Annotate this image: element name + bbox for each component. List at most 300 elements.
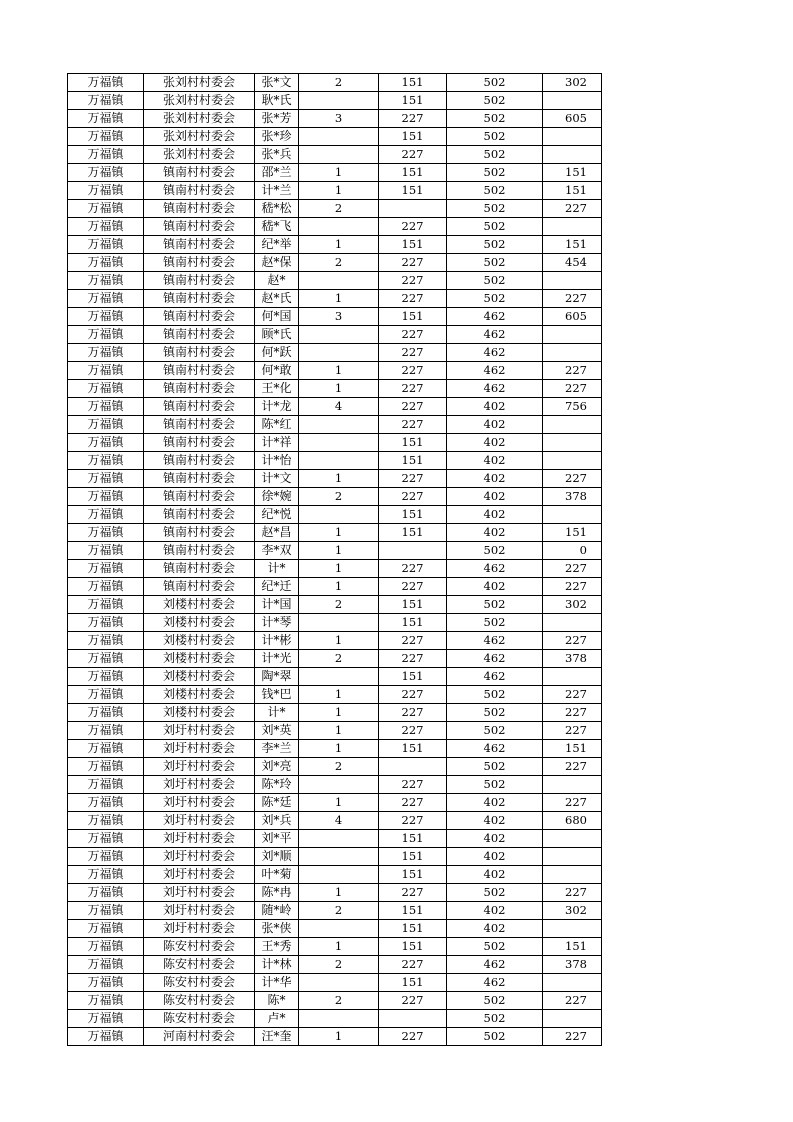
value-a-cell: 151 bbox=[379, 596, 447, 614]
village-cell: 镇南村村委会 bbox=[144, 182, 255, 200]
value-b-cell: 462 bbox=[447, 560, 543, 578]
value-b-cell: 402 bbox=[447, 452, 543, 470]
value-a-cell: 151 bbox=[379, 614, 447, 632]
value-a-cell: 227 bbox=[379, 254, 447, 272]
table-row bbox=[68, 506, 602, 524]
village-cell: 镇南村村委会 bbox=[144, 416, 255, 434]
town-cell: 万福镇 bbox=[68, 884, 144, 902]
household-count-cell: 1 bbox=[299, 182, 379, 200]
value-b-cell: 462 bbox=[447, 326, 543, 344]
household-count-cell: 2 bbox=[299, 650, 379, 668]
village-cell: 镇南村村委会 bbox=[144, 272, 255, 290]
value-a-cell: 227 bbox=[379, 416, 447, 434]
value-a-cell: 151 bbox=[379, 164, 447, 182]
town-cell: 万福镇 bbox=[68, 740, 144, 758]
value-a-cell: 151 bbox=[379, 974, 447, 992]
total-cell: 227 bbox=[543, 362, 602, 380]
total-cell bbox=[543, 452, 602, 470]
value-b-cell: 502 bbox=[447, 758, 543, 776]
household-count-cell bbox=[299, 128, 379, 146]
household-count-cell bbox=[299, 614, 379, 632]
value-a-cell: 151 bbox=[379, 128, 447, 146]
village-cell: 刘楼村村委会 bbox=[144, 704, 255, 722]
value-a-cell: 227 bbox=[379, 488, 447, 506]
table-row bbox=[68, 866, 602, 884]
value-a-cell: 227 bbox=[379, 272, 447, 290]
table-row bbox=[68, 974, 602, 992]
value-b-cell: 502 bbox=[447, 164, 543, 182]
name-cell: 徐*婉 bbox=[255, 488, 299, 506]
total-cell bbox=[543, 974, 602, 992]
village-cell: 刘圩村村委会 bbox=[144, 776, 255, 794]
household-count-cell: 1 bbox=[299, 524, 379, 542]
name-cell: 李*双 bbox=[255, 542, 299, 560]
village-cell: 镇南村村委会 bbox=[144, 542, 255, 560]
total-cell: 227 bbox=[543, 1028, 602, 1046]
total-cell: 227 bbox=[543, 992, 602, 1010]
value-a-cell: 227 bbox=[379, 1028, 447, 1046]
table-row bbox=[68, 596, 602, 614]
household-count-cell: 1 bbox=[299, 164, 379, 182]
town-cell: 万福镇 bbox=[68, 686, 144, 704]
value-a-cell: 151 bbox=[379, 902, 447, 920]
town-cell: 万福镇 bbox=[68, 110, 144, 128]
table-row bbox=[68, 1010, 602, 1028]
village-cell: 镇南村村委会 bbox=[144, 254, 255, 272]
value-b-cell: 402 bbox=[447, 434, 543, 452]
total-cell bbox=[543, 614, 602, 632]
village-cell: 刘圩村村委会 bbox=[144, 884, 255, 902]
table-row bbox=[68, 128, 602, 146]
household-count-cell: 4 bbox=[299, 398, 379, 416]
town-cell: 万福镇 bbox=[68, 272, 144, 290]
total-cell: 680 bbox=[543, 812, 602, 830]
value-b-cell: 402 bbox=[447, 488, 543, 506]
value-b-cell: 502 bbox=[447, 92, 543, 110]
total-cell bbox=[543, 344, 602, 362]
household-count-cell: 1 bbox=[299, 362, 379, 380]
table-row bbox=[68, 74, 602, 92]
town-cell: 万福镇 bbox=[68, 344, 144, 362]
name-cell: 赵*氏 bbox=[255, 290, 299, 308]
value-b-cell: 462 bbox=[447, 974, 543, 992]
town-cell: 万福镇 bbox=[68, 758, 144, 776]
household-count-cell bbox=[299, 146, 379, 164]
village-cell: 刘楼村村委会 bbox=[144, 650, 255, 668]
household-count-cell: 2 bbox=[299, 902, 379, 920]
town-cell: 万福镇 bbox=[68, 416, 144, 434]
table-row bbox=[68, 200, 602, 218]
value-b-cell: 502 bbox=[447, 272, 543, 290]
name-cell: 邵*兰 bbox=[255, 164, 299, 182]
table-row bbox=[68, 776, 602, 794]
table-row bbox=[68, 614, 602, 632]
total-cell bbox=[543, 92, 602, 110]
value-b-cell: 502 bbox=[447, 254, 543, 272]
name-cell: 刘*兵 bbox=[255, 812, 299, 830]
town-cell: 万福镇 bbox=[68, 200, 144, 218]
village-cell: 刘楼村村委会 bbox=[144, 668, 255, 686]
total-cell: 302 bbox=[543, 596, 602, 614]
household-count-cell: 1 bbox=[299, 236, 379, 254]
value-b-cell: 402 bbox=[447, 506, 543, 524]
household-count-cell: 4 bbox=[299, 812, 379, 830]
household-count-cell: 1 bbox=[299, 686, 379, 704]
value-b-cell: 462 bbox=[447, 740, 543, 758]
household-count-cell bbox=[299, 92, 379, 110]
town-cell: 万福镇 bbox=[68, 218, 144, 236]
name-cell: 张*兵 bbox=[255, 146, 299, 164]
table-row bbox=[68, 938, 602, 956]
table-row bbox=[68, 218, 602, 236]
town-cell: 万福镇 bbox=[68, 146, 144, 164]
value-b-cell: 462 bbox=[447, 650, 543, 668]
village-cell: 镇南村村委会 bbox=[144, 290, 255, 308]
total-cell: 378 bbox=[543, 488, 602, 506]
town-cell: 万福镇 bbox=[68, 488, 144, 506]
value-a-cell: 151 bbox=[379, 830, 447, 848]
value-b-cell: 402 bbox=[447, 524, 543, 542]
total-cell bbox=[543, 506, 602, 524]
value-b-cell: 462 bbox=[447, 956, 543, 974]
name-cell: 何*跃 bbox=[255, 344, 299, 362]
name-cell: 陈*红 bbox=[255, 416, 299, 434]
name-cell: 赵* bbox=[255, 272, 299, 290]
town-cell: 万福镇 bbox=[68, 74, 144, 92]
total-cell bbox=[543, 848, 602, 866]
value-a-cell: 227 bbox=[379, 362, 447, 380]
value-a-cell: 227 bbox=[379, 578, 447, 596]
value-b-cell: 502 bbox=[447, 722, 543, 740]
table-row bbox=[68, 236, 602, 254]
village-cell: 刘圩村村委会 bbox=[144, 830, 255, 848]
value-b-cell: 502 bbox=[447, 776, 543, 794]
village-cell: 刘圩村村委会 bbox=[144, 866, 255, 884]
household-count-cell: 2 bbox=[299, 74, 379, 92]
table-row bbox=[68, 164, 602, 182]
village-cell: 镇南村村委会 bbox=[144, 200, 255, 218]
value-b-cell: 402 bbox=[447, 812, 543, 830]
total-cell: 378 bbox=[543, 956, 602, 974]
name-cell: 计*文 bbox=[255, 470, 299, 488]
value-a-cell: 151 bbox=[379, 866, 447, 884]
household-count-cell: 1 bbox=[299, 794, 379, 812]
name-cell: 王*秀 bbox=[255, 938, 299, 956]
name-cell: 卢* bbox=[255, 1010, 299, 1028]
value-a-cell: 151 bbox=[379, 74, 447, 92]
village-cell: 镇南村村委会 bbox=[144, 578, 255, 596]
value-a-cell bbox=[379, 542, 447, 560]
total-cell bbox=[543, 416, 602, 434]
value-b-cell: 462 bbox=[447, 668, 543, 686]
town-cell: 万福镇 bbox=[68, 524, 144, 542]
value-a-cell: 227 bbox=[379, 110, 447, 128]
household-count-cell: 1 bbox=[299, 938, 379, 956]
value-a-cell: 227 bbox=[379, 470, 447, 488]
name-cell: 计*龙 bbox=[255, 398, 299, 416]
value-a-cell: 227 bbox=[379, 776, 447, 794]
name-cell: 刘*英 bbox=[255, 722, 299, 740]
value-b-cell: 402 bbox=[447, 470, 543, 488]
name-cell: 刘*亮 bbox=[255, 758, 299, 776]
table-row bbox=[68, 704, 602, 722]
value-b-cell: 402 bbox=[447, 920, 543, 938]
town-cell: 万福镇 bbox=[68, 128, 144, 146]
value-a-cell: 151 bbox=[379, 434, 447, 452]
value-a-cell: 227 bbox=[379, 992, 447, 1010]
value-b-cell: 502 bbox=[447, 1028, 543, 1046]
table-row bbox=[68, 1028, 602, 1046]
town-cell: 万福镇 bbox=[68, 434, 144, 452]
value-b-cell: 402 bbox=[447, 848, 543, 866]
value-a-cell: 151 bbox=[379, 506, 447, 524]
value-b-cell: 502 bbox=[447, 884, 543, 902]
town-cell: 万福镇 bbox=[68, 650, 144, 668]
table-row bbox=[68, 434, 602, 452]
name-cell: 李*兰 bbox=[255, 740, 299, 758]
total-cell bbox=[543, 866, 602, 884]
value-a-cell: 151 bbox=[379, 740, 447, 758]
total-cell: 227 bbox=[543, 884, 602, 902]
town-cell: 万福镇 bbox=[68, 398, 144, 416]
village-cell: 镇南村村委会 bbox=[144, 164, 255, 182]
total-cell: 151 bbox=[543, 164, 602, 182]
total-cell: 302 bbox=[543, 74, 602, 92]
value-b-cell: 502 bbox=[447, 614, 543, 632]
village-cell: 镇南村村委会 bbox=[144, 236, 255, 254]
village-cell: 镇南村村委会 bbox=[144, 506, 255, 524]
name-cell: 赵*昌 bbox=[255, 524, 299, 542]
household-count-cell: 1 bbox=[299, 740, 379, 758]
village-cell: 刘圩村村委会 bbox=[144, 758, 255, 776]
household-count-cell: 1 bbox=[299, 578, 379, 596]
name-cell: 陈*冉 bbox=[255, 884, 299, 902]
value-a-cell: 227 bbox=[379, 380, 447, 398]
town-cell: 万福镇 bbox=[68, 596, 144, 614]
value-a-cell: 227 bbox=[379, 884, 447, 902]
household-count-cell: 1 bbox=[299, 560, 379, 578]
value-b-cell: 502 bbox=[447, 992, 543, 1010]
village-cell: 镇南村村委会 bbox=[144, 560, 255, 578]
town-cell: 万福镇 bbox=[68, 578, 144, 596]
town-cell: 万福镇 bbox=[68, 560, 144, 578]
town-cell: 万福镇 bbox=[68, 776, 144, 794]
village-cell: 镇南村村委会 bbox=[144, 524, 255, 542]
total-cell: 227 bbox=[543, 722, 602, 740]
value-b-cell: 502 bbox=[447, 938, 543, 956]
household-count-cell: 2 bbox=[299, 956, 379, 974]
value-a-cell: 227 bbox=[379, 722, 447, 740]
village-cell: 张刘村村委会 bbox=[144, 128, 255, 146]
table-row bbox=[68, 812, 602, 830]
village-cell: 刘圩村村委会 bbox=[144, 902, 255, 920]
table-row bbox=[68, 542, 602, 560]
town-cell: 万福镇 bbox=[68, 848, 144, 866]
name-cell: 钱*巴 bbox=[255, 686, 299, 704]
name-cell: 陶*翠 bbox=[255, 668, 299, 686]
table-row bbox=[68, 182, 602, 200]
name-cell: 计*华 bbox=[255, 974, 299, 992]
name-cell: 计*国 bbox=[255, 596, 299, 614]
village-cell: 刘圩村村委会 bbox=[144, 794, 255, 812]
household-count-cell bbox=[299, 776, 379, 794]
total-cell: 151 bbox=[543, 740, 602, 758]
village-cell: 刘圩村村委会 bbox=[144, 722, 255, 740]
value-b-cell: 502 bbox=[447, 704, 543, 722]
table-row bbox=[68, 488, 602, 506]
table-row bbox=[68, 920, 602, 938]
household-count-cell bbox=[299, 830, 379, 848]
household-count-cell bbox=[299, 668, 379, 686]
value-b-cell: 402 bbox=[447, 398, 543, 416]
village-cell: 刘楼村村委会 bbox=[144, 632, 255, 650]
table-row bbox=[68, 272, 602, 290]
household-count-cell: 1 bbox=[299, 632, 379, 650]
household-count-cell: 3 bbox=[299, 110, 379, 128]
household-count-cell bbox=[299, 974, 379, 992]
value-b-cell: 462 bbox=[447, 308, 543, 326]
name-cell: 计*彬 bbox=[255, 632, 299, 650]
village-cell: 镇南村村委会 bbox=[144, 452, 255, 470]
value-a-cell: 151 bbox=[379, 938, 447, 956]
household-count-cell: 2 bbox=[299, 596, 379, 614]
town-cell: 万福镇 bbox=[68, 794, 144, 812]
total-cell: 227 bbox=[543, 758, 602, 776]
town-cell: 万福镇 bbox=[68, 164, 144, 182]
village-cell: 陈安村村委会 bbox=[144, 992, 255, 1010]
name-cell: 嵇*松 bbox=[255, 200, 299, 218]
value-b-cell: 502 bbox=[447, 542, 543, 560]
total-cell: 756 bbox=[543, 398, 602, 416]
village-cell: 刘楼村村委会 bbox=[144, 596, 255, 614]
value-a-cell bbox=[379, 200, 447, 218]
household-count-cell bbox=[299, 344, 379, 362]
table-row bbox=[68, 758, 602, 776]
town-cell: 万福镇 bbox=[68, 614, 144, 632]
town-cell: 万福镇 bbox=[68, 308, 144, 326]
village-cell: 刘楼村村委会 bbox=[144, 614, 255, 632]
table-row bbox=[68, 146, 602, 164]
total-cell: 227 bbox=[543, 380, 602, 398]
household-count-cell bbox=[299, 1010, 379, 1028]
town-cell: 万福镇 bbox=[68, 866, 144, 884]
name-cell: 何*国 bbox=[255, 308, 299, 326]
village-cell: 张刘村村委会 bbox=[144, 74, 255, 92]
total-cell: 454 bbox=[543, 254, 602, 272]
name-cell: 张*侠 bbox=[255, 920, 299, 938]
name-cell: 陈* bbox=[255, 992, 299, 1010]
value-a-cell bbox=[379, 758, 447, 776]
table-row bbox=[68, 686, 602, 704]
village-cell: 镇南村村委会 bbox=[144, 362, 255, 380]
household-count-cell: 1 bbox=[299, 704, 379, 722]
total-cell: 227 bbox=[543, 632, 602, 650]
total-cell: 151 bbox=[543, 938, 602, 956]
household-count-cell bbox=[299, 326, 379, 344]
table-row bbox=[68, 380, 602, 398]
value-a-cell: 227 bbox=[379, 344, 447, 362]
value-a-cell: 227 bbox=[379, 398, 447, 416]
village-cell: 刘圩村村委会 bbox=[144, 920, 255, 938]
total-cell: 378 bbox=[543, 650, 602, 668]
village-cell: 镇南村村委会 bbox=[144, 398, 255, 416]
name-cell: 张*芳 bbox=[255, 110, 299, 128]
village-cell: 刘圩村村委会 bbox=[144, 848, 255, 866]
table-row bbox=[68, 308, 602, 326]
total-cell: 151 bbox=[543, 524, 602, 542]
town-cell: 万福镇 bbox=[68, 992, 144, 1010]
total-cell bbox=[543, 1010, 602, 1028]
village-cell: 陈安村村委会 bbox=[144, 938, 255, 956]
total-cell: 227 bbox=[543, 794, 602, 812]
value-a-cell: 227 bbox=[379, 794, 447, 812]
table-row bbox=[68, 110, 602, 128]
village-cell: 刘圩村村委会 bbox=[144, 812, 255, 830]
town-cell: 万福镇 bbox=[68, 1028, 144, 1046]
town-cell: 万福镇 bbox=[68, 1010, 144, 1028]
name-cell: 计* bbox=[255, 704, 299, 722]
name-cell: 陈*玲 bbox=[255, 776, 299, 794]
value-b-cell: 462 bbox=[447, 632, 543, 650]
town-cell: 万福镇 bbox=[68, 920, 144, 938]
household-count-cell: 1 bbox=[299, 1028, 379, 1046]
value-a-cell: 227 bbox=[379, 686, 447, 704]
household-count-cell bbox=[299, 506, 379, 524]
village-cell: 陈安村村委会 bbox=[144, 1010, 255, 1028]
value-a-cell: 227 bbox=[379, 290, 447, 308]
table-row bbox=[68, 830, 602, 848]
table-row bbox=[68, 992, 602, 1010]
value-b-cell: 502 bbox=[447, 1010, 543, 1028]
household-count-cell bbox=[299, 920, 379, 938]
value-b-cell: 502 bbox=[447, 74, 543, 92]
household-count-cell: 2 bbox=[299, 992, 379, 1010]
town-cell: 万福镇 bbox=[68, 452, 144, 470]
household-count-cell bbox=[299, 434, 379, 452]
value-a-cell: 227 bbox=[379, 812, 447, 830]
total-cell bbox=[543, 218, 602, 236]
total-cell bbox=[543, 668, 602, 686]
household-count-cell: 2 bbox=[299, 254, 379, 272]
table-row bbox=[68, 344, 602, 362]
value-a-cell: 227 bbox=[379, 218, 447, 236]
table-row bbox=[68, 290, 602, 308]
table-row bbox=[68, 578, 602, 596]
table-body bbox=[68, 74, 602, 1046]
town-cell: 万福镇 bbox=[68, 506, 144, 524]
table-row bbox=[68, 326, 602, 344]
value-b-cell: 502 bbox=[447, 236, 543, 254]
name-cell: 计*林 bbox=[255, 956, 299, 974]
village-cell: 镇南村村委会 bbox=[144, 380, 255, 398]
table-row bbox=[68, 884, 602, 902]
town-cell: 万福镇 bbox=[68, 902, 144, 920]
household-count-cell: 1 bbox=[299, 470, 379, 488]
name-cell: 王*化 bbox=[255, 380, 299, 398]
name-cell: 赵*保 bbox=[255, 254, 299, 272]
total-cell bbox=[543, 920, 602, 938]
town-cell: 万福镇 bbox=[68, 362, 144, 380]
town-cell: 万福镇 bbox=[68, 470, 144, 488]
table-row bbox=[68, 848, 602, 866]
value-a-cell: 227 bbox=[379, 632, 447, 650]
village-cell: 刘楼村村委会 bbox=[144, 686, 255, 704]
village-cell: 张刘村村委会 bbox=[144, 92, 255, 110]
value-a-cell: 151 bbox=[379, 308, 447, 326]
value-b-cell: 502 bbox=[447, 110, 543, 128]
value-a-cell: 227 bbox=[379, 146, 447, 164]
value-a-cell: 151 bbox=[379, 668, 447, 686]
